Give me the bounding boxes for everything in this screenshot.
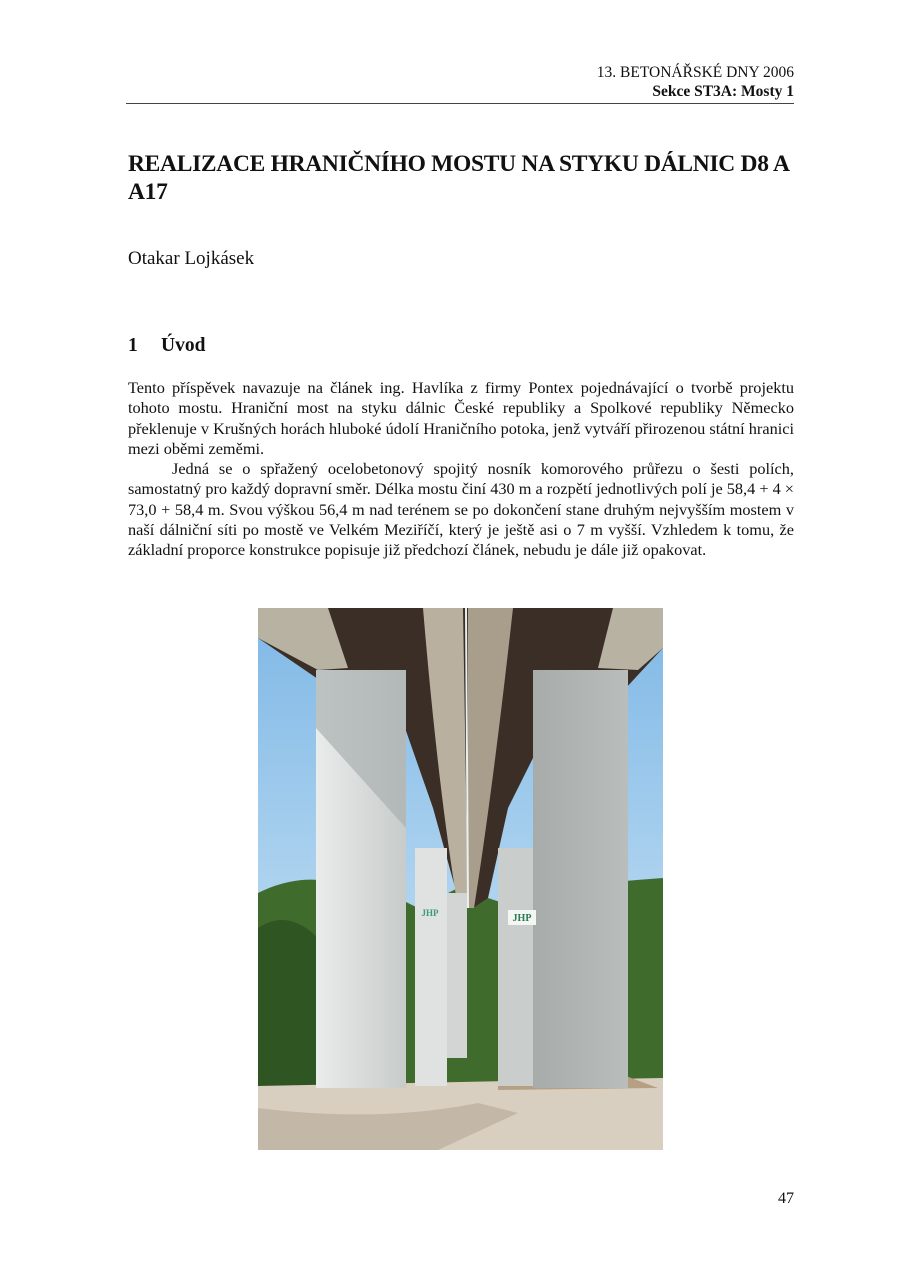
- page-number: 47: [778, 1190, 794, 1207]
- tree-shadow: [258, 920, 318, 1098]
- pier-sign-text: JHP: [512, 913, 532, 924]
- running-header: [597, 63, 794, 101]
- bridge-photo: [258, 608, 663, 1150]
- section-name: Sekce ST3A: Mosty 1: [652, 83, 794, 100]
- section-heading: [128, 335, 205, 357]
- section-number: 1: [128, 335, 138, 356]
- pier: [498, 848, 533, 1086]
- pier: [415, 848, 447, 1086]
- header-rule: [126, 103, 794, 104]
- section-title: Úvod: [161, 335, 206, 356]
- bridge-photo-illustration: [258, 608, 663, 1150]
- pier-sign-text: JHP: [421, 908, 439, 918]
- pier: [447, 893, 467, 1058]
- paragraph: Tento příspěvek navazuje na článek ing. Havlíka z firmy Pontex pojednávající o tvorbě projektu tohoto mostu. Hraniční most na styku dálnic České republiky a Spolkové republiky Německo překlenuje v Krušných horách hluboké údolí Hraničního potoka, jenž vytváří přirozenou státní hranici mezi oběmi zeměmi.: [128, 378, 794, 458]
- conference-name: 13. BETONÁŘSKÉ DNY 2006: [596, 64, 794, 81]
- pier: [533, 670, 628, 1088]
- paragraph: Jedná se o spřažený ocelobetonový spojitý nosník komorového průřezu o šesti polích, samostatný pro každý dopravní směr. Délka mostu činí 430 m a rozpětí jednotlivých polí je 58,4 + 4 × 73,0 + 58,4 m. Svou výškou 56,4 m nad terénem se po dokončení stane druhým nejvyšším mostem v naší dálniční síti po mostě ve Velkém Meziříčí, který je ještě asi o 7 m vyšší. Vzhledem k tomu, že základní proporce konstrukce popisuje již předchozí článek, nebudu je dále již opakovat.: [128, 459, 794, 560]
- paper-title: REALIZACE HRANIČNÍHO MOSTU NA STYKU DÁLNIC D8 A A17: [128, 151, 789, 205]
- author-name: Otakar Lojkásek: [128, 248, 255, 269]
- body-text: [128, 378, 794, 561]
